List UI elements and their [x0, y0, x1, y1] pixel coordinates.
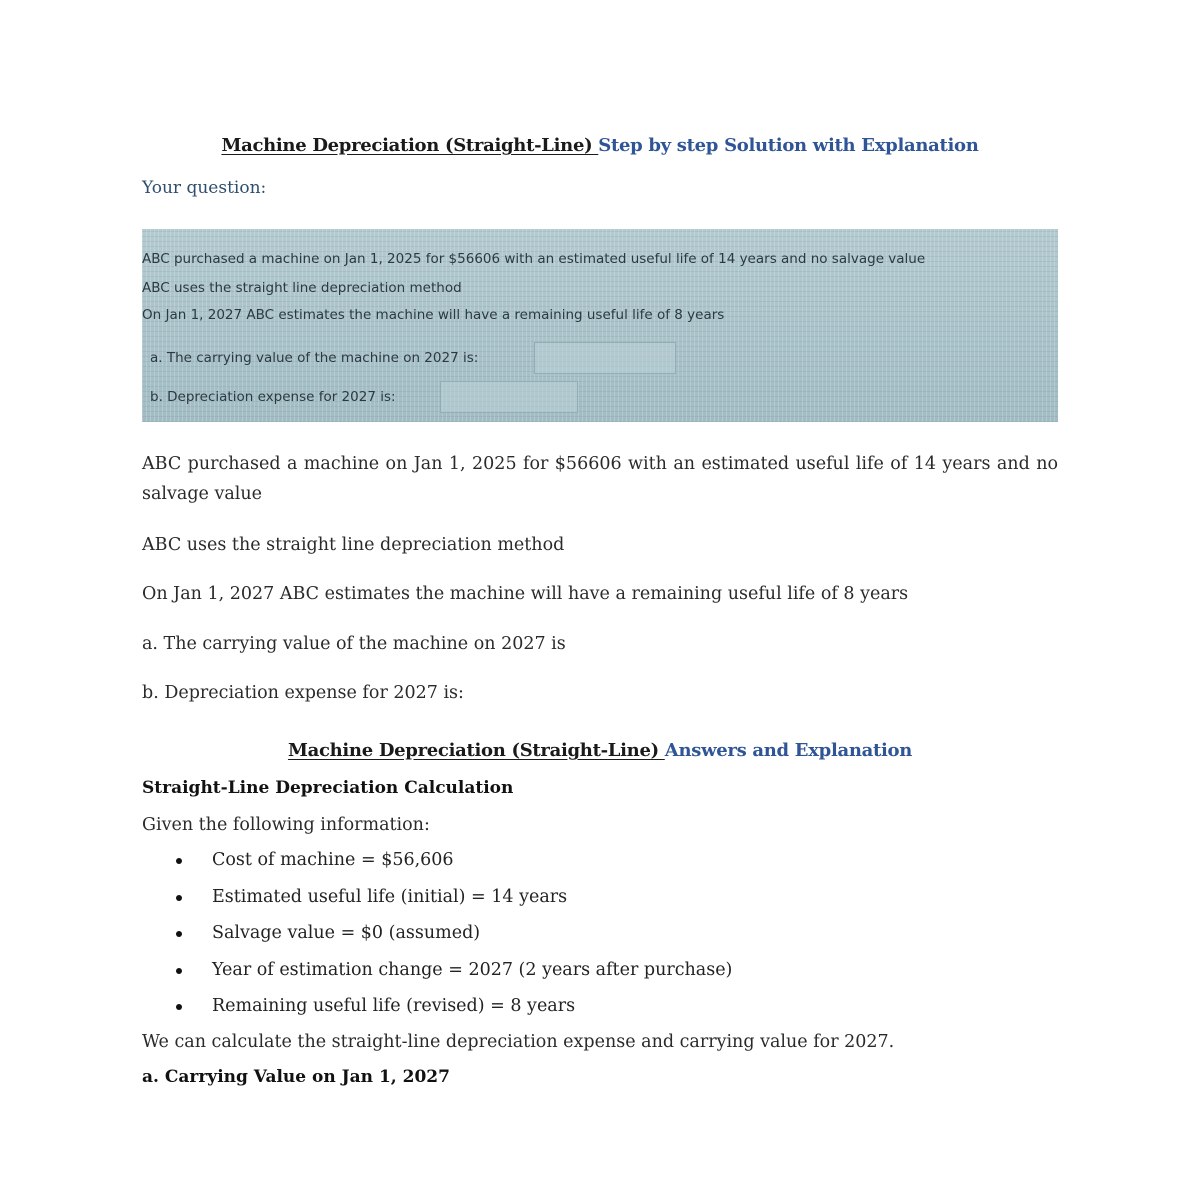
bullet-icon: [176, 931, 182, 937]
solution-heading: [142, 135, 1058, 156]
bullet-icon: [176, 895, 182, 901]
list-item: Estimated useful life (initial) = 14 years: [142, 882, 732, 919]
answers-heading-blue-subtitle: Answers and Explanation: [664, 740, 913, 761]
bullet-icon: [176, 1004, 182, 1010]
given-list: [142, 845, 732, 1028]
bullet-icon: [176, 858, 182, 864]
calculation-intro: We can calculate the straight-line depreciation expense and carrying value for 2027.: [142, 1032, 895, 1052]
list-item: Year of estimation change = 2027 (2 years after purchase): [142, 955, 732, 992]
question-paragraph-3: On Jan 1, 2027 ABC estimates the machine will have a remaining useful life of 8 years: [142, 584, 909, 604]
list-item: Cost of machine = $56,606: [142, 845, 732, 882]
your-question-label: Your question:: [142, 178, 267, 198]
question-image-line-1: ABC purchased a machine on Jan 1, 2025 for $56606 with an estimated useful life of 14 years and no salvage value: [142, 251, 926, 267]
question-paragraph-1: ABC purchased a machine on Jan 1, 2025 for $56606 with an estimated useful life of 14 years and no salvage value: [142, 454, 1058, 504]
question-image-line-2: ABC uses the straight line depreciation method: [142, 280, 462, 296]
question-image-line-3: On Jan 1, 2027 ABC estimates the machine will have a remaining useful life of 8 years: [142, 307, 725, 323]
section-title: Straight-Line Depreciation Calculation: [142, 778, 514, 798]
question-paragraph-2: ABC uses the straight line depreciation method: [142, 535, 565, 555]
question-image-part-b: b. Depreciation expense for 2027 is:: [150, 389, 396, 405]
list-item: Remaining useful life (revised) = 8 years: [142, 991, 732, 1028]
question-screenshot: [142, 229, 1058, 422]
bullet-icon: [176, 968, 182, 974]
answer-box-b: [440, 381, 578, 413]
answers-heading: [142, 740, 1058, 761]
given-intro: Given the following information:: [142, 815, 430, 835]
heading-underlined-title: Machine Depreciation (Straight-Line): [221, 135, 599, 156]
answer-box-a: [534, 342, 676, 374]
question-paragraph-5: b. Depreciation expense for 2027 is:: [142, 683, 464, 703]
question-image-part-a: a. The carrying value of the machine on 2027 is:: [150, 350, 479, 366]
question-paragraph-4: a. The carrying value of the machine on 2027 is: [142, 634, 566, 654]
heading-blue-subtitle: Step by step Solution with Explanation: [598, 135, 979, 156]
answers-heading-underlined-title: Machine Depreciation (Straight-Line): [287, 740, 665, 761]
list-item: Salvage value = $0 (assumed): [142, 918, 732, 955]
part-a-title: a. Carrying Value on Jan 1, 2027: [142, 1067, 450, 1087]
